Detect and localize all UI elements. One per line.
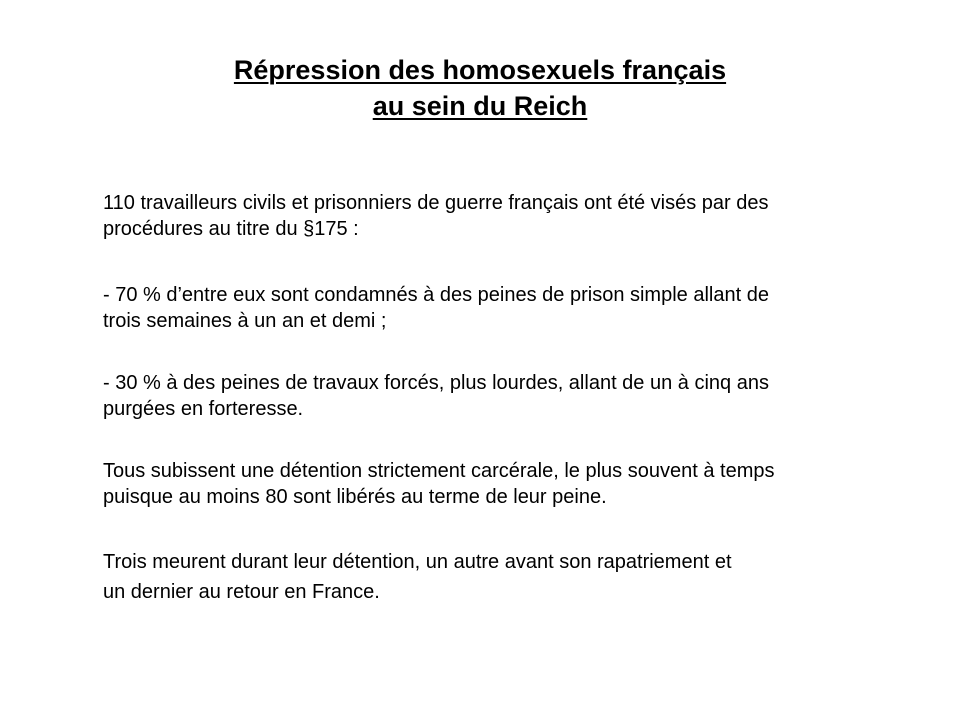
title-line-2: au sein du Reich bbox=[372, 91, 588, 121]
title-line-1: Répression des homosexuels français bbox=[233, 55, 727, 85]
paragraph-detention: Tous subissent une détention strictement carcérale, le plus souvent à temps puisque au moins 80 sont libérés au terme de leur peine. bbox=[103, 460, 775, 508]
slide-title bbox=[0, 52, 960, 124]
paragraph-intro: 110 travailleurs civils et prisonniers de guerre français ont été visés par des procédures au titre du §175 : bbox=[103, 192, 769, 240]
paragraph-deaths: Trois meurent durant leur détention, un autre avant son rapatriement et un dernier au retour en France. bbox=[103, 551, 732, 603]
paragraph-prison-70: - 70 % d’entre eux sont condamnés à des peines de prison simple allant de trois semaines à un an et demi ; bbox=[103, 284, 769, 332]
paragraph-forced-labour-30: - 30 % à des peines de travaux forcés, plus lourdes, allant de un à cinq ans purgées en forteresse. bbox=[103, 372, 769, 420]
